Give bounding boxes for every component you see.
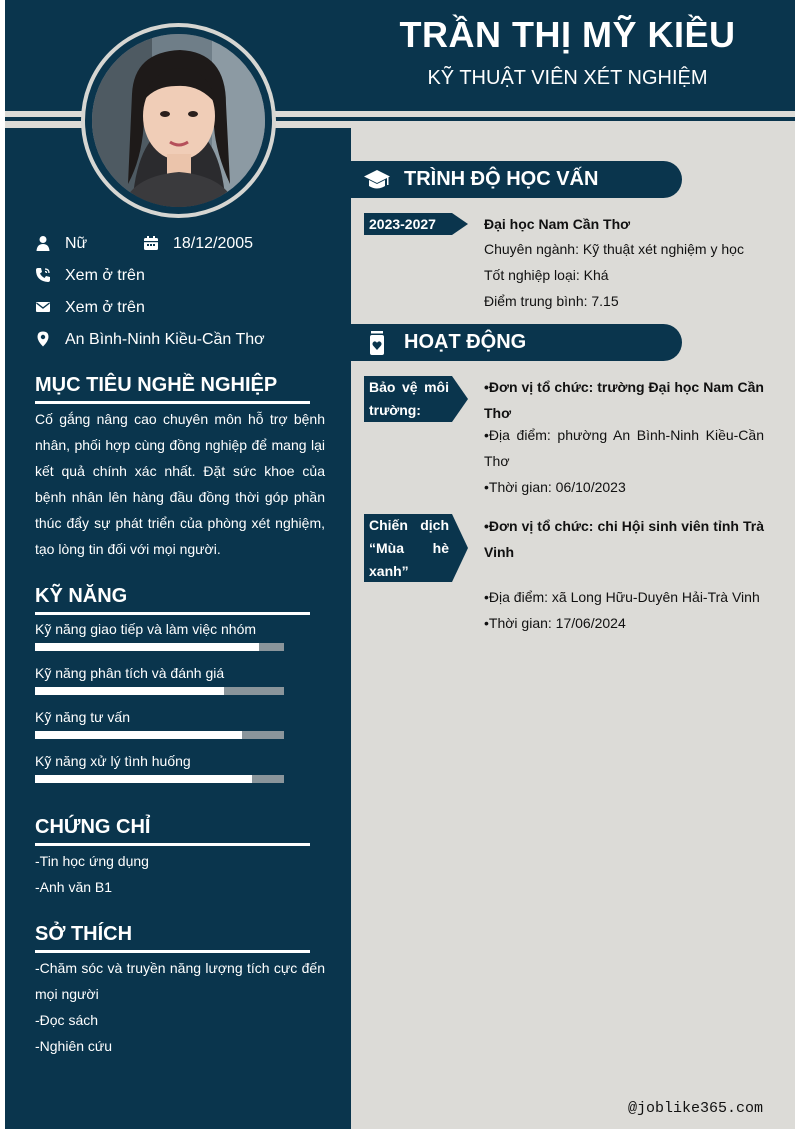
skill-bar — [35, 775, 284, 783]
address-text: An Bình-Ninh Kiều-Cần Thơ — [65, 331, 265, 348]
skill-bar-fill — [35, 687, 224, 695]
skills-title: KỸ NĂNG — [35, 585, 128, 607]
skill-label: Kỹ năng xử lý tình huống — [35, 753, 191, 769]
envelope-icon — [35, 299, 51, 315]
skills-rule — [35, 612, 310, 615]
hobby-item: -Nghiên cứu — [35, 1038, 113, 1054]
hobby-item: -Đọc sách — [35, 1012, 99, 1028]
graduation-cap-icon — [364, 167, 390, 193]
tag-arrow — [452, 514, 468, 582]
skill-bar-fill — [35, 775, 252, 783]
education-gpa: Điểm trung bình: 7.15 — [484, 293, 619, 309]
skill-bar-fill — [35, 643, 259, 651]
location-pin-icon — [35, 331, 51, 347]
objective-rule — [35, 401, 310, 404]
activity-badge-icon — [364, 330, 390, 356]
portrait-image — [92, 34, 265, 207]
skill-label: Kỹ năng phân tích và đánh giá — [35, 665, 225, 681]
hobbies-title: SỞ THÍCH — [35, 923, 133, 945]
calendar-icon — [143, 235, 159, 251]
phone-text: Xem ở trên — [65, 267, 145, 284]
certificate-item: -Tin học ứng dụng — [35, 853, 149, 869]
birthday-text: 18/12/2005 — [173, 235, 254, 252]
certificates-title: CHỨNG CHỈ — [35, 816, 151, 838]
activities-banner — [350, 324, 682, 361]
education-title: TRÌNH ĐỘ HỌC VẤN — [404, 168, 599, 190]
activity-tag — [364, 376, 452, 422]
skill-bar — [35, 687, 284, 695]
activity-tag-text: Bảo vệ môi trường: — [369, 379, 449, 418]
skill-bar — [35, 731, 284, 739]
education-school: Đại học Nam Cần Thơ — [484, 216, 631, 232]
skill-bar — [35, 643, 284, 651]
education-period-tag — [364, 213, 452, 235]
watermark: @joblike365.com — [628, 1100, 764, 1117]
tag-arrow — [452, 213, 468, 235]
skill-label: Kỹ năng giao tiếp và làm việc nhóm — [35, 621, 257, 637]
profile-photo — [92, 34, 265, 207]
person-icon — [35, 235, 51, 251]
objective-text: Cố gắng nâng cao chuyên môn hỗ trợ bệnh nhân, phối hợp cùng đồng nghiệp để mang lại kết quả chính xác nhất. Đặt sức khoe của bệnh nhân lên hàng đầu đồng thời góp phần thúc đẩy sự phát triển của phòng xét nghiệm, tạo lòng tin đối với mọi người. — [35, 411, 325, 557]
education-banner — [350, 161, 682, 198]
activity-organizer: •Đơn vị tổ chức: trường Đại học Nam Cần Thơ — [484, 379, 764, 421]
activity-tag-text: Chiến dịch “Mùa hè xanh” — [369, 517, 449, 579]
certificates-rule — [35, 843, 310, 846]
certificate-item: -Anh văn B1 — [35, 879, 113, 895]
skill-bar-fill — [35, 731, 242, 739]
hobby-item: -Chăm sóc và truyền năng lượng tích cực đến mọi người — [35, 960, 325, 1002]
skill-label: Kỹ năng tư vấn — [35, 709, 130, 725]
objective-title: MỤC TIÊU NGHỀ NGHIỆP — [35, 374, 278, 396]
activity-organizer: •Đơn vị tổ chức: chi Hội sinh viên tỉnh Trà Vinh — [484, 518, 764, 560]
hobbies-rule — [35, 950, 310, 953]
activity-time: •Thời gian: 06/10/2023 — [484, 479, 626, 495]
resume-page — [5, 0, 795, 1129]
education-major: Chuyên ngành: Kỹ thuật xét nghiệm y học — [484, 241, 744, 257]
activities-title: HOẠT ĐỘNG — [404, 331, 527, 353]
gender-text: Nữ — [65, 235, 88, 252]
activity-location: •Địa điểm: xã Long Hữu-Duyên Hải-Trà Vinh — [484, 589, 760, 605]
activity-tag — [364, 514, 452, 582]
email-text: Xem ở trên — [65, 299, 145, 316]
activity-time: •Thời gian: 17/06/2024 — [484, 615, 626, 631]
education-period: 2023-2027 — [369, 216, 436, 232]
activity-location: •Địa điểm: phường An Bình-Ninh Kiều-Cần Thơ — [484, 427, 764, 469]
tag-arrow — [452, 376, 468, 422]
candidate-name: TRẦN THỊ MỸ KIỀU — [399, 14, 736, 55]
job-title: KỸ THUẬT VIÊN XÉT NGHIỆM — [427, 67, 708, 89]
profile-photo-frame — [81, 23, 276, 218]
phone-icon — [35, 267, 51, 283]
education-rank: Tốt nghiệp loại: Khá — [484, 267, 609, 283]
